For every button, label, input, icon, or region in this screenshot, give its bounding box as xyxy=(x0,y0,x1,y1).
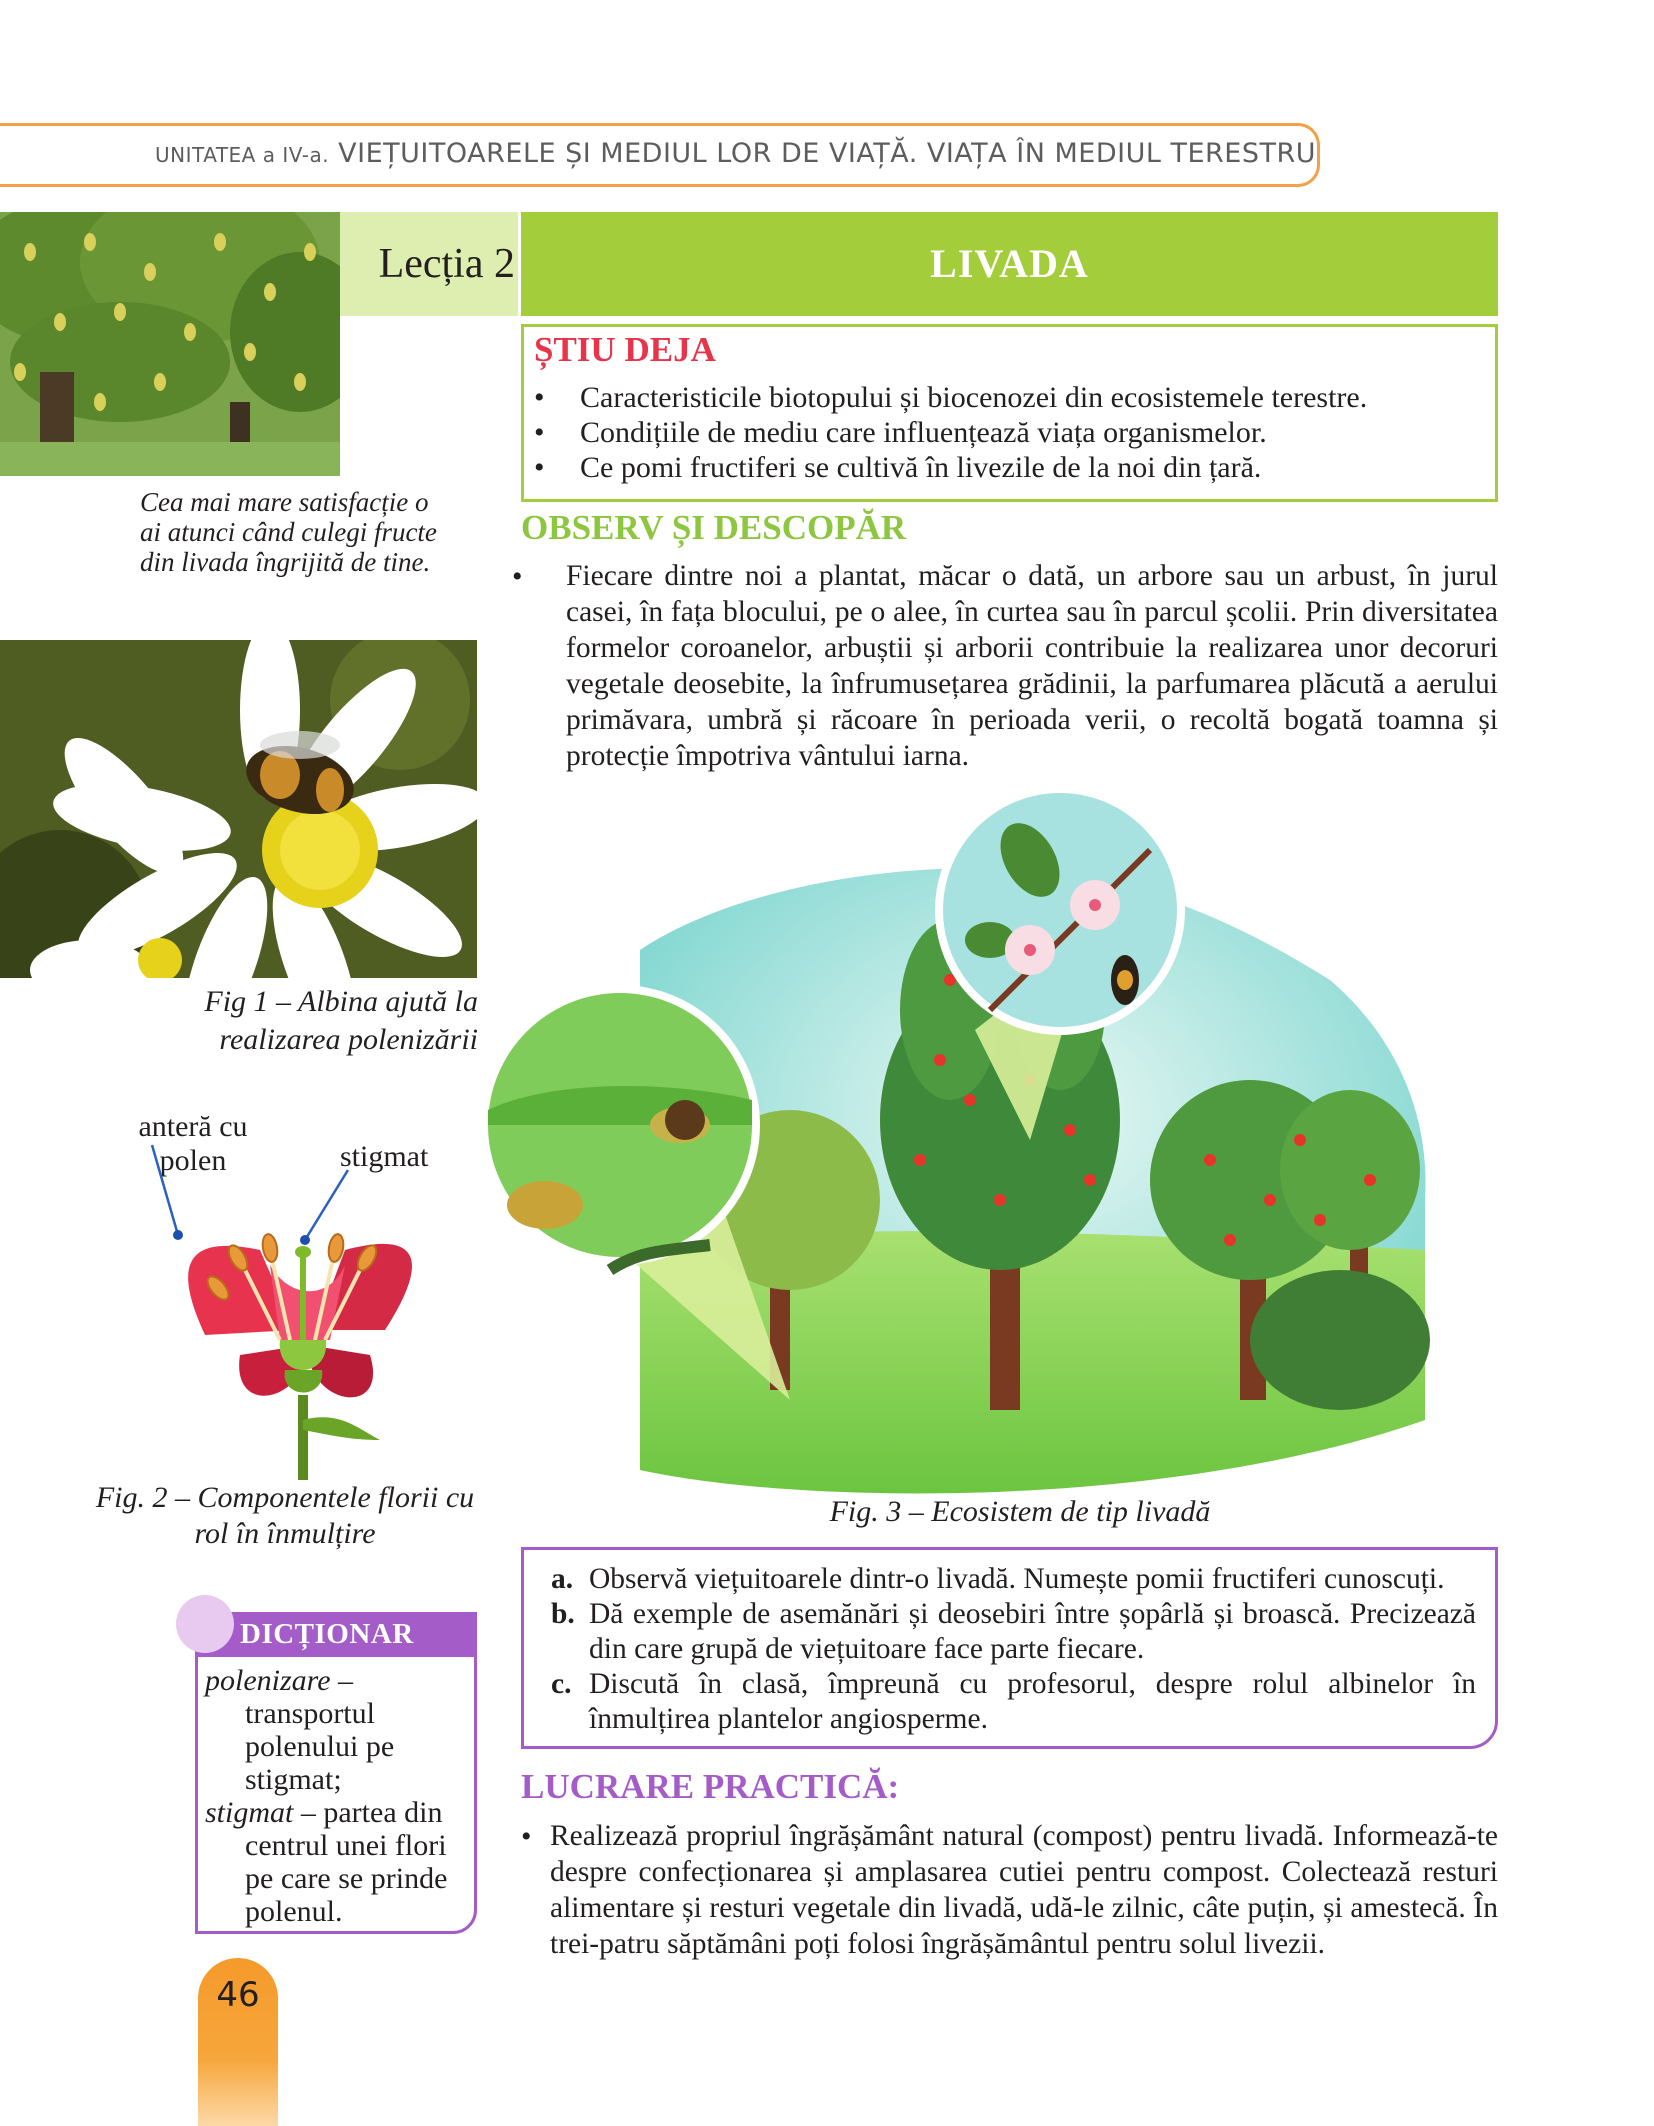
list-item: • Condițiile de mediu care influențează viața organismelor. xyxy=(534,416,1267,449)
orchard-ecosystem-illustration xyxy=(470,780,1530,1495)
observ-title: OBSERV ȘI DESCOPĂR xyxy=(521,508,907,547)
anther-label: anteră cu polen xyxy=(138,1110,248,1177)
fig1-caption: Fig 1 – Albina ajută la realizarea polenizării xyxy=(204,985,478,1056)
fig2-caption: Fig. 2 – Componentele florii cu rol în înmulțire xyxy=(95,1481,475,1550)
dictionary-text: polenizare – transportul polenului pe stigmat; stigmat – partea din centrul unei flori pe care se prinde polenul. xyxy=(205,1664,475,1928)
unit-header xyxy=(0,138,1316,169)
questions-list xyxy=(551,1562,1476,1737)
dictionary-term: polenizare xyxy=(205,1664,331,1697)
stiu-deja-list xyxy=(534,380,1480,485)
lesson-label: Lecția 2 xyxy=(378,241,515,287)
question-item: a. Observă viețuitoarele dintr-o livadă. Numește pomii fructiferi cunoscuți. xyxy=(551,1563,1445,1595)
lucrare-title: LUCRARE PRACTICĂ: xyxy=(521,1767,900,1806)
question-item: c. Discută în clasă, împreună cu profesorul, despre rolul albinelor în înmulțirea plantelor angiosperme. xyxy=(551,1668,1476,1735)
bee-on-daisy-photo xyxy=(0,640,477,978)
page-number: 46 xyxy=(216,1975,260,2015)
tree-photo-caption: Cea mai mare satisfacție o ai atunci când culegi fructe din livada îngrijită de tine. xyxy=(140,487,437,577)
lucrare-bullet: • xyxy=(521,1820,532,1853)
lucrare-paragraph: Realizează propriul îngrășământ natural (compost) pentru livadă. Informează-te despre confecționarea și amplasarea cutiei pentru compost. Colectează resturi alimentare și resturi vegetale din livadă, udă-le zilnic, câte puțin, și amestecă. În trei-patru săptămâni poți folosi îngrășământul pentru solul livezii. xyxy=(550,1820,1498,1960)
stigma-label: stigmat xyxy=(340,1140,429,1173)
observ-paragraph: Fiecare dintre noi a plantat, măcar o dată, un arbore sau un arbust, în jurul casei, în fața blocului, pe o alee, în curtea sau în parcul școlii. Prin diversitatea formelor coroanelor, arbuștii și arborii contribuie la realizarea unor decoruri vegetale deosebite, la înfrumusețarea grădinii, la parfumarea plăcută a aerului primăvara, umbră și răcoare în perioada verii, o recoltă bogată toamna și protecție împotriva vântului iarna. xyxy=(566,560,1498,772)
list-item: • Ce pomi fructiferi se cultivă în livezile de la noi din țară. xyxy=(534,451,1262,484)
unit-prefix: UNITATEA a IV-a. xyxy=(155,143,330,167)
pear-tree-photo xyxy=(0,212,340,476)
fig3-caption: Fig. 3 – Ecosistem de tip livadă xyxy=(829,1495,1211,1528)
question-item: b. Dă exemple de asemănări și deosebiri între șopârlă și broască. Precizează din care grupă de viețuitoare face parte fiecare. xyxy=(551,1598,1476,1665)
unit-title: VIEȚUITOARELE ȘI MEDIUL LOR DE VIAȚĂ. VIAȚA ÎN MEDIUL TERESTRU xyxy=(338,138,1316,169)
lesson-title: LIVADA xyxy=(930,241,1089,286)
dictionary-term: stigmat xyxy=(205,1796,294,1829)
dictionary-circle-icon xyxy=(176,1595,234,1653)
dictionary-definition: transportul polenului pe stigmat; xyxy=(245,1697,395,1796)
observ-bullet: • xyxy=(512,560,523,593)
dictionary-definition: centrul unei flori pe care se prinde polenul. xyxy=(245,1829,448,1928)
dictionary-title: DICȚIONAR xyxy=(240,1618,414,1650)
flower-diagram xyxy=(130,1140,480,1480)
list-item: • Caracteristicile biotopului și biocenozei din ecosistemele terestre. xyxy=(534,381,1368,414)
stiu-deja-title: ȘTIU DEJA xyxy=(534,330,716,369)
